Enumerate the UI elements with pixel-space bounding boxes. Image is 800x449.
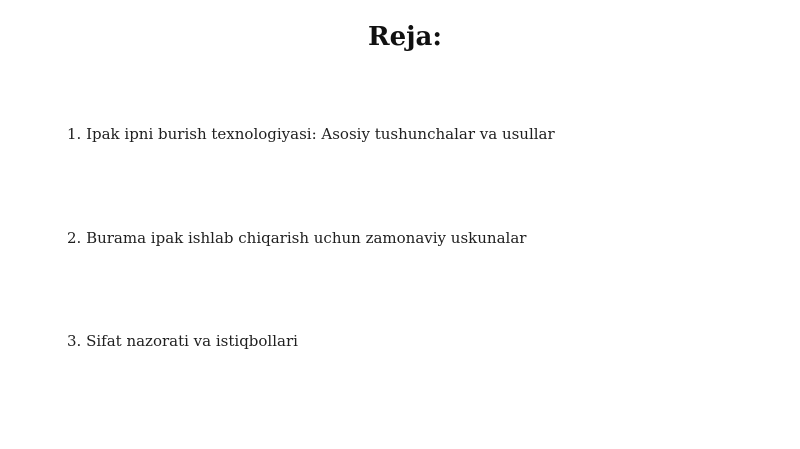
page-title: Reja: (367, 22, 442, 52)
plan-item-1: 1. Ipak ipni burish texnologiyasi: Asosiy tushunchalar va usullar (67, 125, 555, 143)
plan-item-3: 3. Sifat nazorati va istiqbollari (67, 332, 298, 350)
plan-item-2: 2. Burama ipak ishlab chiqarish uchun zamonaviy uskunalar (67, 229, 527, 247)
